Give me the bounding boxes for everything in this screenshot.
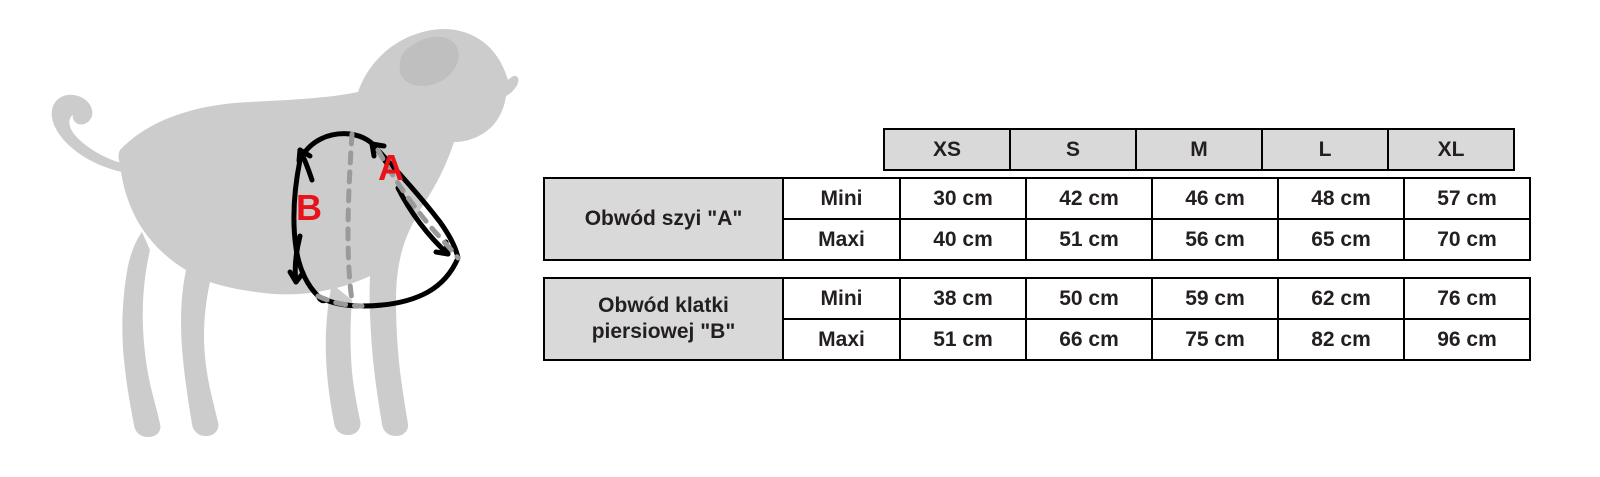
neck-maxi-xs: 40 cm [900, 219, 1026, 260]
table-row [544, 278, 1530, 319]
chest-circumference-table [543, 277, 1531, 361]
neck-maxi-xl: 70 cm [1404, 219, 1530, 260]
dog-harness-illustration [0, 0, 540, 477]
label-b: B [296, 187, 322, 228]
row-label-chest-line2: piersiowej "B" [591, 320, 736, 343]
neck-mini-m: 46 cm [1152, 178, 1278, 219]
header-size-m: M [1136, 129, 1262, 170]
chest-maxi-m: 75 cm [1152, 319, 1278, 360]
row-label-chest-line1: Obwód klatki [598, 293, 729, 317]
neck-maxi-l: 65 cm [1278, 219, 1404, 260]
chest-mini-l: 62 cm [1278, 278, 1404, 319]
chest-mini-xl: 76 cm [1404, 278, 1530, 319]
table-row [544, 178, 1530, 219]
row-label-neck: Obwód szyi "A" [544, 178, 783, 260]
header-size-xl: XL [1388, 129, 1514, 170]
neck-mini-xs: 30 cm [900, 178, 1026, 219]
header-size-s: S [1010, 129, 1136, 170]
neck-maxi-s: 51 cm [1026, 219, 1152, 260]
neck-mini-type: Mini [783, 178, 900, 219]
chest-mini-xs: 38 cm [900, 278, 1026, 319]
neck-mini-xl: 57 cm [1404, 178, 1530, 219]
size-header-row [543, 129, 1514, 170]
neck-mini-l: 48 cm [1278, 178, 1404, 219]
chest-maxi-s: 66 cm [1026, 319, 1152, 360]
chest-maxi-xl: 96 cm [1404, 319, 1530, 360]
chest-mini-s: 50 cm [1026, 278, 1152, 319]
label-a: A [378, 147, 404, 188]
chest-mini-type: Mini [783, 278, 900, 319]
header-spacer-type [768, 129, 884, 170]
chest-maxi-l: 82 cm [1278, 319, 1404, 360]
header-size-l: L [1262, 129, 1388, 170]
neck-mini-s: 42 cm [1026, 178, 1152, 219]
chest-mini-m: 59 cm [1152, 278, 1278, 319]
header-spacer-label [543, 129, 768, 170]
neck-maxi-m: 56 cm [1152, 219, 1278, 260]
chest-maxi-xs: 51 cm [900, 319, 1026, 360]
row-label-chest [544, 278, 783, 360]
neck-circumference-table [543, 177, 1531, 261]
size-tables [543, 128, 1513, 361]
header-size-xs: XS [884, 129, 1010, 170]
neck-maxi-type: Maxi [783, 219, 900, 260]
size-header-table [543, 128, 1515, 171]
chest-maxi-type: Maxi [783, 319, 900, 360]
